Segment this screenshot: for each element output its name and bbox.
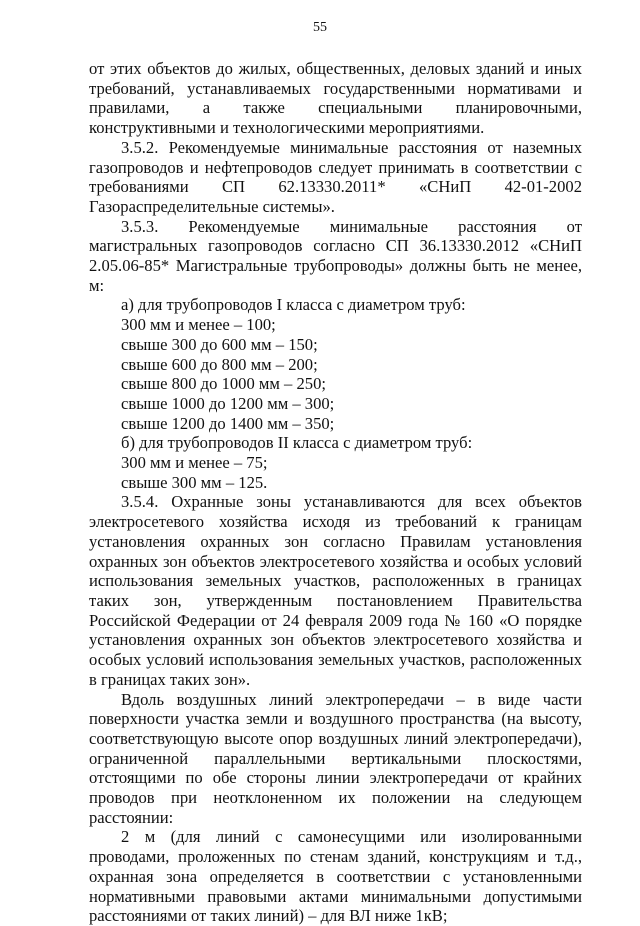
list-item: свыше 300 до 600 мм – 150;	[121, 334, 318, 354]
list-item-class-1-heading: а) для трубопроводов I класса с диаметром труб:	[121, 295, 466, 315]
paragraph-continuation: от этих объектов до жилых, общественных, деловых зданий и иных требований, устанавливаемых государственными нормативами и правилами, а также специальными планировочными, конструктивными и технологическими мероприятиями.	[89, 59, 582, 138]
list-item: свыше 800 до 1000 мм – 250;	[121, 374, 326, 394]
list-item: свыше 300 мм – 125.	[121, 472, 268, 492]
paragraph-overhead-lines: Вдоль воздушных линий электропередачи – в виде части поверхности участка земли и воздушного пространства (на высоту, соответствующую высоте опор воздушных линий электропередачи), ограниченной параллельными вертикальными плоскостями, отстоящими по обе стороны линии электропередачи от крайних проводов при неотклоненном их положении на следующем расстоянии:	[89, 689, 582, 827]
paragraph-3-5-3: 3.5.3. Рекомендуемые минимальные расстояния от магистральных газопроводов согласно СП 36.13330.2012 «СНиП 2.05.06-85* Магистральные трубопроводы» должны быть не менее, м:	[89, 216, 582, 295]
paragraph-3-5-4: 3.5.4. Охранные зоны устанавливаются для всех объектов электросетевого хозяйства исходя из требований к границам установления охранных зон согласно Правилам установления охранных зон объектов электросетевого хозяйства и особых условий использования земельных участков, расположенных в границах таких зон, утвержденным постановлением Правительства Российской Федерации от 24 февраля 2009 года № 160 «О порядке установления охранных зон объектов электросетевого хозяйства и особых условий использования земельных участков, расположенных в границах таких зон».	[89, 492, 582, 689]
list-item: свыше 1000 до 1200 мм – 300;	[121, 393, 335, 413]
list-item: 300 мм и менее – 100;	[121, 315, 276, 335]
list-item-class-2-heading: б) для трубопроводов II класса с диаметром труб:	[121, 433, 473, 453]
list-item: 300 мм и менее – 75;	[121, 453, 268, 473]
list-item: свыше 600 до 800 мм – 200;	[121, 354, 318, 374]
document-body	[89, 59, 582, 926]
list-item: свыше 1200 до 1400 мм – 350;	[121, 413, 335, 433]
paragraph-3-5-2: 3.5.2. Рекомендуемые минимальные расстояния от наземных газопроводов и нефтепроводов следует принимать в соответствии с требованиями СП 62.13330.2011* «СНиП 42-01-2002 Газораспределительные системы».	[89, 137, 582, 216]
paragraph-2m-zone: 2 м (для линий с самонесущими или изолированными проводами, проложенных по стенам зданий, конструкциям и т.д., охранная зона определяется в соответствии с установленными нормативными правовыми актами минимальными допустимыми расстояниями от таких линий) – для ВЛ ниже 1кВ;	[89, 827, 582, 926]
page-number: 55	[313, 20, 327, 35]
